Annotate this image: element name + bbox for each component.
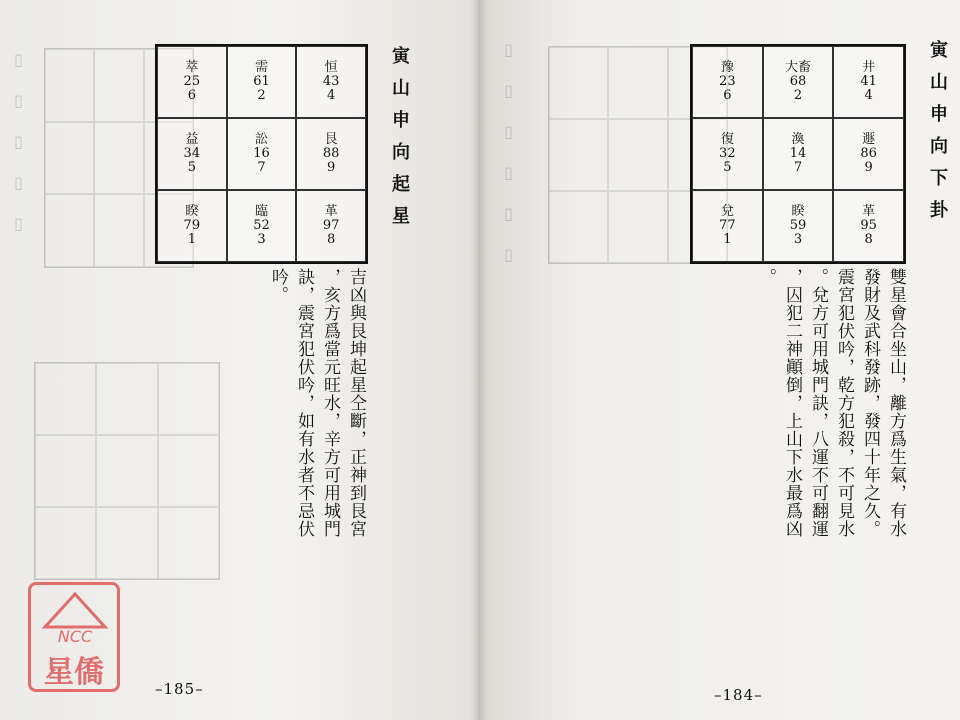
hexagram-name: 兌 [720, 204, 734, 219]
text-column: 訣，震宮犯伏吟，如有水者不忌伏 [294, 268, 314, 538]
hexagram-name: 益 [185, 132, 199, 147]
star-numbers: 68 [789, 74, 807, 89]
star-numbers: 86 [860, 146, 877, 161]
book-gutter [470, 0, 488, 720]
chart-cell [692, 46, 763, 118]
period-number: 5 [723, 160, 732, 175]
triangle-icon [39, 591, 111, 631]
stamp-latin: NCC [57, 627, 93, 646]
text-column: 發財及武科發跡，發四十年之久。 [860, 268, 880, 538]
bleed-through-grid-bottom [34, 362, 220, 580]
text-column: 震宮犯伏吟，乾方犯殺，不可見水 [834, 268, 854, 538]
period-number: 9 [327, 160, 336, 175]
hexagram-name: 遯 [862, 132, 876, 147]
chart-cell [763, 118, 834, 190]
period-number: 7 [793, 160, 803, 175]
hexagram-name: 睽 [185, 204, 199, 219]
period-number: 7 [257, 160, 266, 175]
star-numbers: 88 [322, 146, 340, 161]
chart-cell [227, 190, 297, 262]
hexagram-name: 恒 [324, 60, 338, 75]
star-numbers: 95 [860, 218, 877, 233]
star-numbers: 52 [253, 218, 270, 233]
text-column: 。 [756, 268, 776, 286]
chart-cell [833, 118, 904, 190]
hexagram-name: 豫 [720, 60, 734, 75]
star-numbers: 61 [253, 74, 270, 89]
chart-cell [296, 118, 366, 190]
period-number: 8 [327, 232, 336, 247]
period-number: 3 [257, 232, 266, 247]
period-number: 9 [864, 160, 873, 175]
star-numbers: 43 [322, 74, 340, 89]
chart-cell [227, 46, 297, 118]
chart-cell [296, 46, 366, 118]
chart-cell [157, 46, 227, 118]
stamp-chars: 星僑 [44, 655, 104, 690]
chart-cell [227, 118, 297, 190]
hexagram-name: 訟 [254, 132, 268, 147]
bleed-through-text: ▯▯▯▯▯ [9, 50, 28, 255]
chart-cell [692, 118, 763, 190]
star-numbers: 59 [789, 218, 807, 233]
period-number: 6 [723, 88, 732, 103]
right-page-body [756, 268, 910, 588]
period-number: 5 [187, 160, 196, 175]
star-numbers: 79 [183, 218, 201, 233]
chart-cell [692, 190, 763, 262]
chart-cell [157, 118, 227, 190]
hexagram-name: 萃 [185, 60, 199, 75]
text-column: 吉凶與艮坤起星仝斷，正神到艮宮 [346, 268, 366, 538]
left-star-chart [155, 44, 368, 264]
right-star-chart [690, 44, 906, 264]
chart-cell [833, 46, 904, 118]
star-numbers: 16 [253, 146, 270, 161]
right-page-number: –184– [714, 686, 763, 704]
star-numbers: 41 [860, 74, 877, 89]
period-number: 3 [793, 232, 803, 247]
text-column: 。兌方可用城門訣，八運不可翻運 [808, 268, 828, 538]
period-number: 6 [187, 88, 196, 103]
text-column: 吟。 [268, 268, 288, 304]
text-column: ，囚犯二神顚倒，上山下水最爲凶 [782, 268, 802, 538]
left-page-body [266, 268, 370, 588]
right-page [478, 0, 960, 720]
right-page-title: 寅山申向下卦 [927, 40, 948, 232]
star-numbers: 14 [789, 146, 807, 161]
star-numbers: 32 [719, 146, 736, 161]
left-page-number: –185– [155, 680, 204, 698]
period-number: 8 [864, 232, 873, 247]
hexagram-name: 需 [254, 60, 268, 75]
hexagram-name: 井 [862, 60, 876, 75]
bleed-through-title: ▯▯▯▯▯▯ [499, 40, 518, 286]
star-numbers: 77 [719, 218, 736, 233]
hexagram-name: 艮 [324, 132, 338, 147]
hexagram-name: 睽 [791, 204, 805, 219]
chart-cell [157, 190, 227, 262]
hexagram-name: 革 [862, 204, 876, 219]
star-numbers: 97 [322, 218, 340, 233]
text-column: 雙星會合坐山，離方爲生氣，有水 [886, 268, 906, 538]
period-number: 2 [257, 88, 266, 103]
star-numbers: 25 [183, 74, 201, 89]
period-number: 2 [793, 88, 803, 103]
chart-cell [763, 46, 834, 118]
star-numbers: 34 [183, 146, 201, 161]
hexagram-name: 臨 [254, 204, 268, 219]
publisher-stamp [28, 582, 120, 692]
period-number: 1 [187, 232, 196, 247]
period-number: 4 [327, 88, 336, 103]
hexagram-name: 大畜 [784, 60, 811, 75]
chart-cell [833, 190, 904, 262]
left-page-title: 寅山申向起星 [389, 46, 410, 238]
hexagram-name: 渙 [791, 132, 805, 147]
chart-cell [763, 190, 834, 262]
hexagram-name: 革 [324, 204, 338, 219]
period-number: 1 [723, 232, 732, 247]
text-column: ，亥方爲當元旺水，辛方可用城門 [320, 268, 340, 538]
star-numbers: 23 [719, 74, 736, 89]
left-page [0, 0, 478, 720]
hexagram-name: 復 [720, 132, 734, 147]
chart-cell [296, 190, 366, 262]
period-number: 4 [864, 88, 873, 103]
